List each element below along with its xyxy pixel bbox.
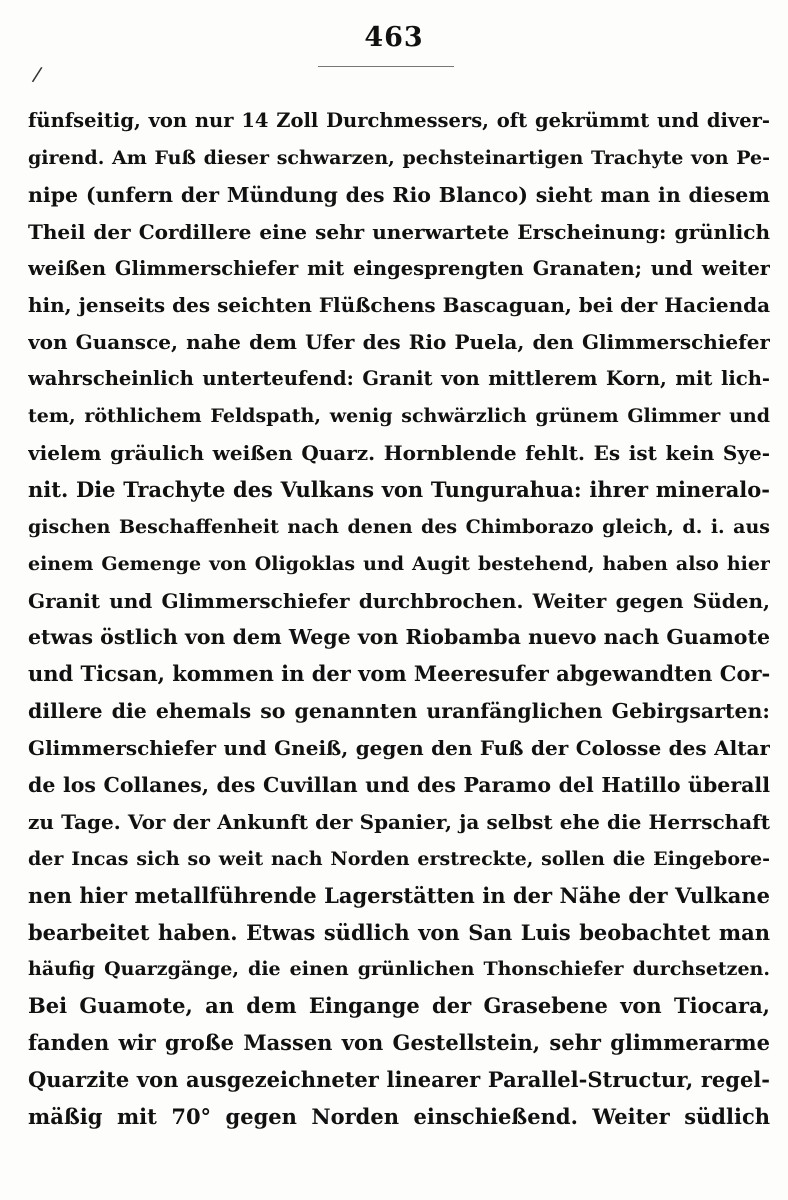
margin-mark: / <box>31 61 44 87</box>
text-line: Quarzite von ausgezeichneter linearer Parallel-Structur, regel- <box>28 1067 770 1093</box>
text-line: fünfseitig, von nur 14 Zoll Durchmessers, oft gekrümmt und diver- <box>28 109 770 132</box>
text-line: häufig Quarzgänge, die einen grünlichen Thonschiefer durchsetzen. <box>28 958 770 981</box>
text-line: weißen Glimmerschiefer mit eingesprengten Granaten; und weiter <box>28 256 770 280</box>
page-number: 463 <box>364 22 424 53</box>
text-line: der Incas sich so weit nach Norden erstreckte, sollen die Eingebore- <box>28 847 770 870</box>
text-line: Granit und Glimmerschiefer durchbrochen. Weiter gegen Süden, <box>28 588 770 613</box>
body-text <box>28 103 770 1136</box>
text-line: tem, röthlichem Feldspath, wenig schwärzlich grünem Glimmer und <box>28 405 770 428</box>
text-line: nipe (unfern der Mündung des Rio Blanco) sieht man in diesem <box>28 182 770 207</box>
text-line: bearbeitet haben. Etwas südlich von San Luis beobachtet man <box>28 919 770 945</box>
text-line: vielem gräulich weißen Quarz. Hornblende fehlt. Es ist kein Sye- <box>28 441 770 466</box>
text-line: wahrscheinlich unterteufend: Granit von mittlerem Korn, mit lich- <box>28 367 770 391</box>
text-line: zu Tage. Vor der Ankunft der Spanier, ja selbst ehe die Herrschaft <box>28 809 770 834</box>
text-line: etwas östlich von dem Wege von Riobamba nuevo nach Guamote <box>28 625 770 650</box>
text-line: fanden wir große Massen von Gestellstein, sehr glimmerarme <box>28 1030 770 1056</box>
text-line: gischen Beschaffenheit nach denen des Chimborazo gleich, d. i. aus <box>28 515 770 538</box>
text-line: Glimmerschiefer und Gneiß, gegen den Fuß der Colosse des Altar <box>28 736 770 761</box>
text-line: de los Collanes, des Cuvillan und des Paramo del Hatillo überall <box>28 773 770 798</box>
text-line: nen hier metallführende Lagerstätten in der Nähe der Vulkane <box>28 882 770 908</box>
text-line: hin, jenseits des seichten Flüßchens Bascaguan, bei der Hacienda <box>28 293 770 318</box>
text-line: dillere die ehemals so genannten uranfänglichen Gebirgsarten: <box>28 699 770 724</box>
text-line: und Ticsan, kommen in der vom Meeresufer abgewandten Cor- <box>28 661 770 687</box>
text-line: Bei Guamote, an dem Eingange der Grasebene von Tiocara, <box>28 993 770 1019</box>
text-line: von Guansce, nahe dem Ufer des Rio Puela, den Glimmerschiefer <box>28 330 770 355</box>
text-line: einem Gemenge von Oligoklas und Augit bestehend, haben also hier <box>28 552 770 575</box>
text-line: girend. Am Fuß dieser schwarzen, pechsteinartigen Trachyte von Pe- <box>28 146 770 169</box>
text-line: mäßig mit 70° gegen Norden einschießend. Weiter südlich <box>28 1104 770 1130</box>
text-line: nit. Die Trachyte des Vulkans von Tungurahua: ihrer mineralo- <box>28 476 770 502</box>
header-rule <box>318 66 454 67</box>
text-line: Theil der Cordillere eine sehr unerwartete Erscheinung: grünlich <box>28 219 770 244</box>
